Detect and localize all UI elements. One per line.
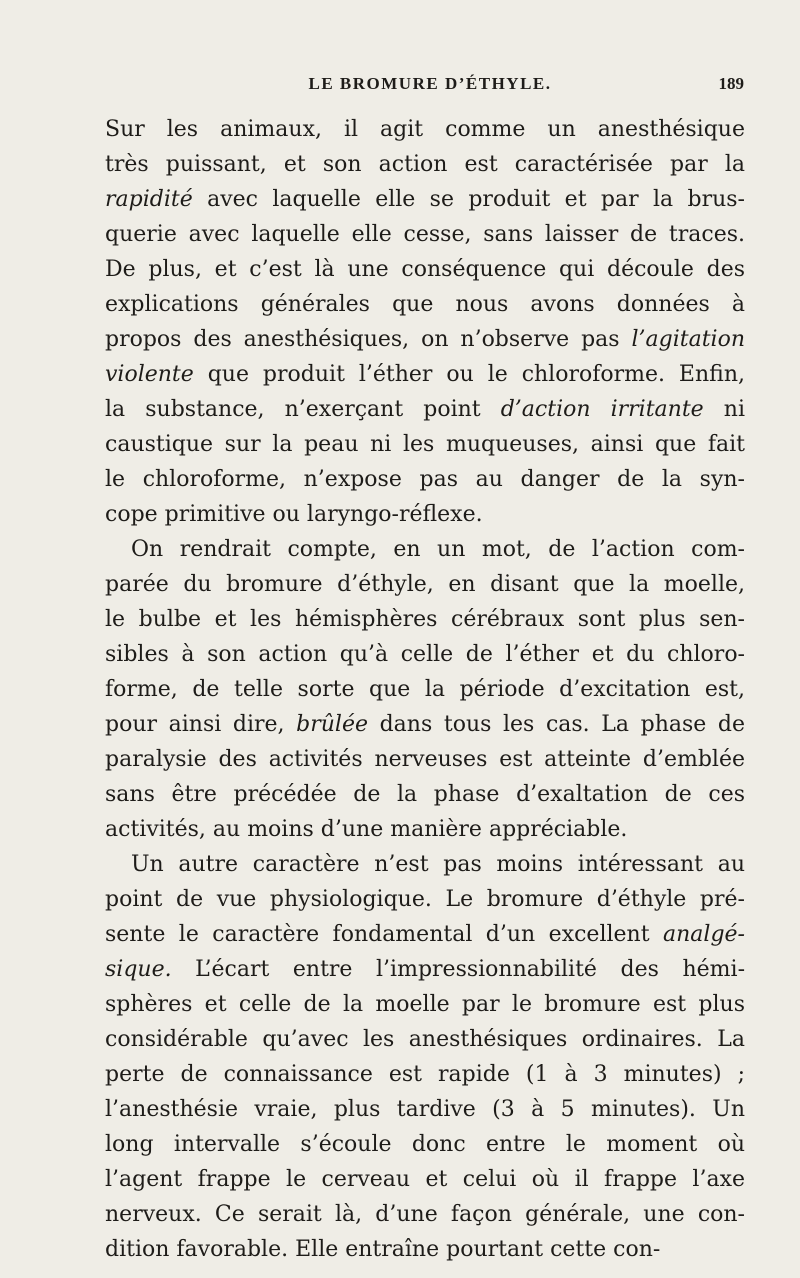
running-title: LE BROMURE D’ÉTHYLE. (308, 74, 552, 93)
text-segment: que produit l’éther ou le chloroforme. Enfin, (193, 362, 745, 387)
text-segment: considérable qu’avec les anesthésiques ordinaires. La (105, 1027, 745, 1052)
text-line (105, 322, 745, 357)
text-segment: le bulbe et les hémisphères cérébraux sont plus sen- (105, 607, 745, 632)
italic-text: l’agitation (631, 327, 745, 352)
text-segment: l’anesthésie vraie, plus tardive (3 à 5 minutes). Un (105, 1097, 745, 1122)
paragraph (105, 112, 745, 532)
text-segment: caustique sur la peau ni les muqueuses, ainsi que fait (105, 432, 745, 457)
text-segment: avec laquelle elle se produit et par la brus- (192, 187, 745, 212)
text-line (105, 252, 745, 287)
text-line (105, 1092, 745, 1127)
text-line (105, 567, 745, 602)
text-line (105, 287, 745, 322)
text-line (105, 1232, 745, 1267)
text-line (105, 1197, 745, 1232)
text-line (105, 637, 745, 672)
text-segment: sibles à son action qu’à celle de l’éther et du chloro- (105, 642, 745, 667)
text-line (105, 987, 745, 1022)
text-segment: point de vue physiologique. Le bromure d’éthyle pré- (105, 887, 745, 912)
page-number: 189 (718, 74, 744, 93)
italic-text: brûlée (296, 712, 368, 737)
text-line (105, 1162, 745, 1197)
italic-text: rapidité (105, 187, 193, 212)
text-segment: nerveux. Ce serait là, d’une façon générale, une con- (105, 1202, 745, 1227)
text-line (105, 112, 745, 147)
text-segment: explications générales que nous avons données à (105, 292, 745, 317)
text-line (105, 357, 745, 392)
text-line (105, 1057, 745, 1092)
text-line (105, 707, 745, 742)
text-segment: De plus, et c’est là une conséquence qui découle des (105, 257, 745, 282)
text-line (105, 742, 745, 777)
text-segment: ni (703, 397, 745, 422)
text-segment: long intervalle s’écoule donc entre le moment où (105, 1132, 745, 1157)
text-line (105, 952, 745, 987)
paragraph (105, 847, 745, 1267)
text-line (105, 392, 745, 427)
text-line (105, 602, 745, 637)
text-segment: la substance, n’exerçant point (105, 397, 501, 422)
text-segment: sans être précédée de la phase d’exaltation de ces (105, 782, 745, 807)
text-line (105, 917, 745, 952)
text-line (105, 182, 745, 217)
text-line (105, 777, 745, 812)
text-segment: perte de connaissance est rapide (1 à 3 minutes) ; (105, 1062, 745, 1087)
text-segment: l’agent frappe le cerveau et celui où il frappe l’axe (105, 1167, 745, 1192)
text-line (105, 217, 745, 252)
text-line (105, 1127, 745, 1162)
text-line (105, 462, 745, 497)
text-segment: sphères et celle de la moelle par le bromure est plus (105, 992, 745, 1017)
italic-text: analgé- (663, 922, 745, 947)
text-line (105, 672, 745, 707)
text-segment: dition favorable. Elle entraîne pourtant cette con- (105, 1237, 661, 1262)
text-line (105, 882, 745, 917)
text-segment: dans tous les cas. La phase de (367, 712, 745, 737)
italic-text: d’action irritante (500, 397, 704, 422)
text-segment: querie avec laquelle elle cesse, sans laisser de traces. (105, 222, 745, 247)
text-segment: paralysie des activités nerveuses est atteinte d’emblée (105, 747, 745, 772)
text-line (105, 427, 745, 462)
paragraph (105, 532, 745, 847)
text-segment: Un autre caractère n’est pas moins intéressant au (131, 852, 745, 877)
text-segment: sente le caractère fondamental d’un excellent (105, 922, 664, 947)
text-line (105, 847, 745, 882)
running-head (110, 74, 750, 100)
text-line (105, 1022, 745, 1057)
text-segment: très puissant, et son action est caractérisée par la (105, 152, 745, 177)
text-segment: forme, de telle sorte que la période d’excitation est, (105, 677, 745, 702)
text-segment: propos des anesthésiques, on n’observe pas (105, 327, 632, 352)
text-segment: pour ainsi dire, (105, 712, 297, 737)
text-segment: Sur les animaux, il agit comme un anesthésique (105, 117, 745, 142)
text-line (105, 497, 745, 532)
text-segment: L’écart entre l’impressionnabilité des hémi- (171, 957, 745, 982)
text-segment: activités, au moins d’une manière appréciable. (105, 817, 628, 842)
text-line (105, 532, 745, 567)
text-segment: cope primitive ou laryngo-réflexe. (105, 502, 483, 527)
italic-text: violente (105, 362, 194, 387)
text-segment: le chloroforme, n’expose pas au danger de la syn- (105, 467, 745, 492)
italic-text: sique. (105, 957, 172, 982)
body-text (105, 112, 745, 1267)
text-line (105, 812, 745, 847)
text-line (105, 147, 745, 182)
text-segment: On rendrait compte, en un mot, de l’action com- (131, 537, 745, 562)
text-segment: parée du bromure d’éthyle, en disant que la moelle, (105, 572, 745, 597)
